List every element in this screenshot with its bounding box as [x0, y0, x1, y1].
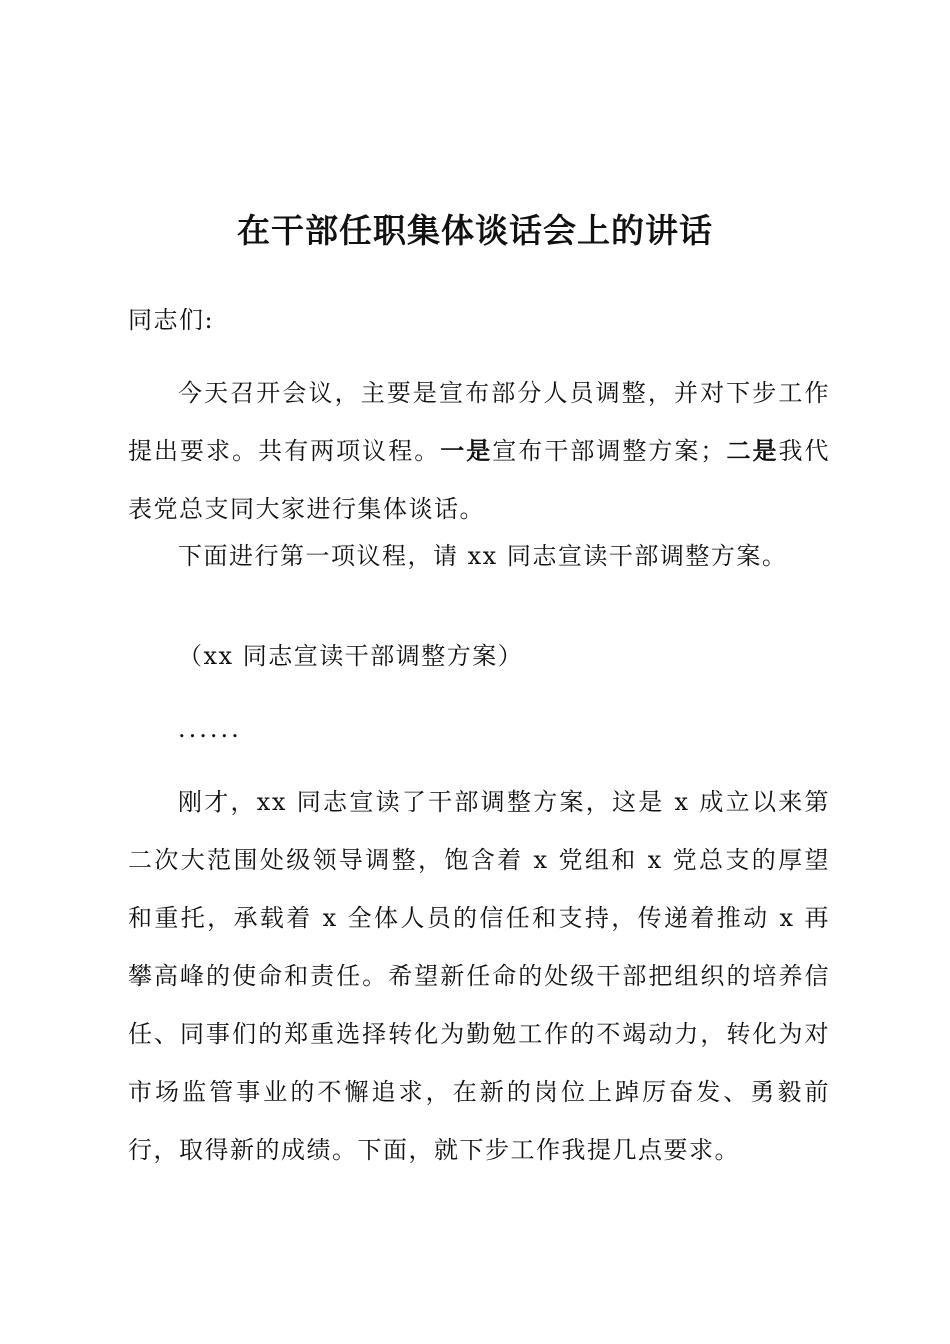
agenda-intro: 今天召开会议，主要是宣布部分人员调整，并对下步工作提出要求。共有两项议程。: [128, 379, 830, 465]
document-title: 在干部任职集体谈话会上的讲话: [237, 211, 713, 250]
paragraph-main: 刚才，xx 同志宣读了干部调整方案，这是 x 成立以来第二次大范围处级领导调整，饱含着 x 党组和 x 党总支的厚望和重托，承载着 x 全体人员的信任和支持，传递着推动 x 再攀高峰的使命和责任。希望新任命的处级干部把组织的培养信任、同事们的郑重选择转化为勤勉工作的不竭动力，转化为对市场监管事业的不懈追求，在新的岗位上踔厉奋发、勇毅前行，取得新的成绩。下面，就下步工作我提几点要求。: [128, 788, 830, 1164]
paragraph-stage-note: （xx 同志宣读干部调整方案）: [178, 642, 524, 670]
agenda-item-1-text: 宣布干部调整方案；: [492, 437, 726, 465]
agenda-item-2-text: 我代表党总支同大家进行集体谈话。: [128, 437, 831, 523]
ellipsis: ......: [178, 715, 242, 743]
agenda-item-2-label: 二是: [725, 437, 779, 465]
agenda-item-1-label: 一是: [440, 437, 493, 465]
paragraph-agenda: [128, 364, 830, 538]
salutation: 同志们:: [128, 306, 215, 334]
paragraph-first-agenda: 下面进行第一项议程，请 xx 同志宣读干部调整方案。: [178, 542, 788, 570]
